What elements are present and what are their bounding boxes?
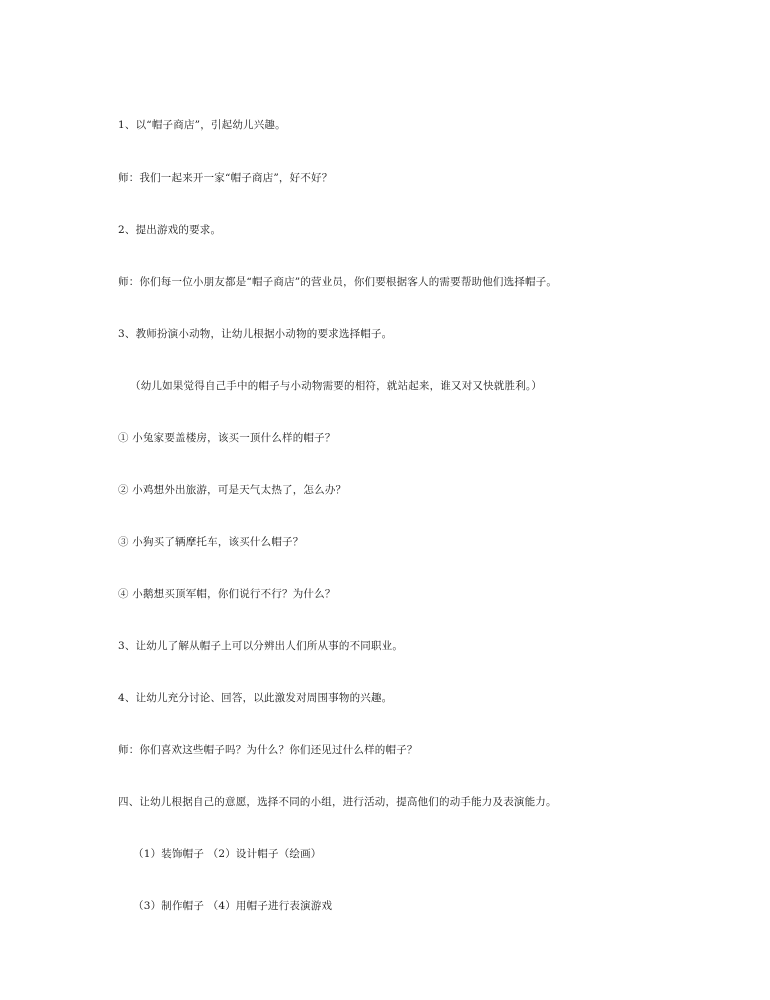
question-item-3: ③ 小狗买了辆摩托车，该买什么帽子？ (118, 536, 304, 548)
question-item-4: ④ 小鹅想买顶军帽，你们说行不行？为什么？ (118, 588, 336, 600)
group-options-row-2: （3）制作帽子 （4）用帽子进行表演游戏 (133, 900, 333, 912)
step-2-heading: 2、提出游戏的要求。 (118, 224, 222, 236)
teacher-line-2: 师：你们每一位小朋友都是“帽子商店”的营业员，你们要根据客人的需要帮助他们选择帽子。 (118, 276, 558, 288)
question-item-1: ① 小兔家要盖楼房，该买一顶什么样的帽子？ (118, 432, 336, 444)
teacher-line-3: 师：你们喜欢这些帽子吗？为什么？你们还见过什么样的帽子？ (118, 744, 418, 756)
step-4-heading: 4、让幼儿充分讨论、回答，以此激发对周围事物的兴趣。 (118, 692, 393, 704)
group-options-row-1: （1）装饰帽子 （2）设计帽子（绘画） (133, 848, 322, 860)
step-3-heading: 3、教师扮演小动物，让幼儿根据小动物的要求选择帽子。 (118, 328, 393, 340)
section-4-heading: 四、让幼儿根据自己的意愿，选择不同的小组，进行活动，提高他们的动手能力及表演能力。 (118, 796, 557, 808)
step-3b-heading: 3、让幼儿了解从帽子上可以分辨出人们所从事的不同职业。 (118, 640, 404, 652)
step-1-heading: 1、以“帽子商店”，引起幼儿兴趣。 (118, 119, 286, 131)
teacher-line-1: 师：我们一起来开一家“帽子商店”，好不好？ (118, 172, 333, 184)
question-item-2: ② 小鸡想外出旅游，可是天气太热了，怎么办？ (118, 484, 347, 496)
game-rule-note: （幼儿如果觉得自己手中的帽子与小动物需要的相符，就站起来，谁又对又快就胜利。） (130, 380, 543, 392)
